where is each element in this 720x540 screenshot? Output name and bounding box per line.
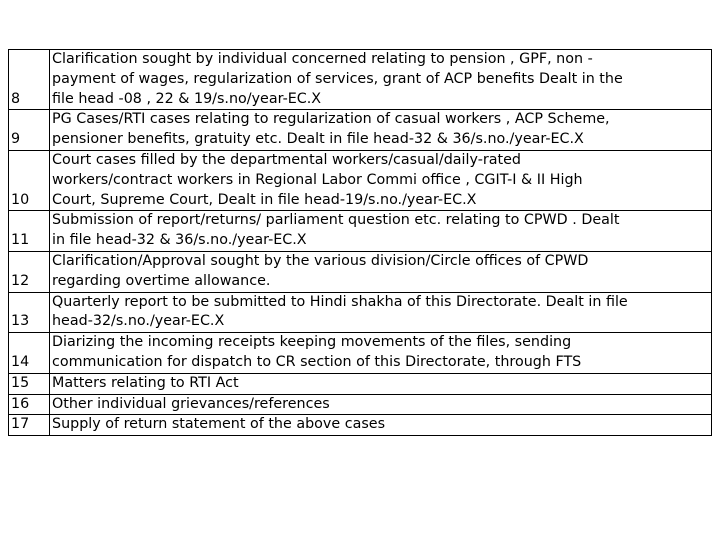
row-description: Quarterly report to be submitted to Hindi shakha of this Directorate. Dealt in file head-32/s.no./year-EC.X xyxy=(50,292,712,333)
table-row xyxy=(9,333,712,374)
row-number: 13 xyxy=(9,292,50,333)
row-description: Clarification/Approval sought by the various division/Circle offices of CPWD regarding overtime allowance. xyxy=(50,251,712,292)
row-number: 11 xyxy=(9,211,50,252)
row-number: 16 xyxy=(9,394,50,415)
row-description: Supply of return statement of the above cases xyxy=(50,415,712,436)
row-description: Diarizing the incoming receipts keeping movements of the files, sending communication for dispatch to CR section of this Directorate, through FTS xyxy=(50,333,712,374)
row-description: Clarification sought by individual concerned relating to pension , GPF, non - payment of wages, regularization of services, grant of ACP benefits Dealt in the file head -08 , 22 & 19/s.no/year-EC.X xyxy=(50,50,712,110)
row-description: Matters relating to RTI Act xyxy=(50,373,712,394)
row-number: 8 xyxy=(9,50,50,110)
row-number: 17 xyxy=(9,415,50,436)
row-number: 9 xyxy=(9,110,50,151)
row-description: Court cases filled by the departmental workers/casual/daily-rated workers/contract workers in Regional Labor Commi office , CGIT-I & II High Court, Supreme Court, Dealt in file head-19/s.no./year-EC.X xyxy=(50,150,712,210)
table-row xyxy=(9,110,712,151)
row-description: Other individual grievances/references xyxy=(50,394,712,415)
table-row xyxy=(9,292,712,333)
table-row xyxy=(9,373,712,394)
table-row xyxy=(9,50,712,110)
table-row xyxy=(9,150,712,210)
table-row xyxy=(9,211,712,252)
row-description: Submission of report/returns/ parliament question etc. relating to CPWD . Dealt in file head-32 & 36/s.no./year-EC.X xyxy=(50,211,712,252)
row-number: 14 xyxy=(9,333,50,374)
row-number: 10 xyxy=(9,150,50,210)
duties-table xyxy=(8,49,712,436)
row-number: 12 xyxy=(9,251,50,292)
table-row xyxy=(9,394,712,415)
table-row xyxy=(9,251,712,292)
row-description: PG Cases/RTI cases relating to regularization of casual workers , ACP Scheme, pensioner benefits, gratuity etc. Dealt in file head-32 & 36/s.no./year-EC.X xyxy=(50,110,712,151)
row-number: 15 xyxy=(9,373,50,394)
table-row xyxy=(9,415,712,436)
